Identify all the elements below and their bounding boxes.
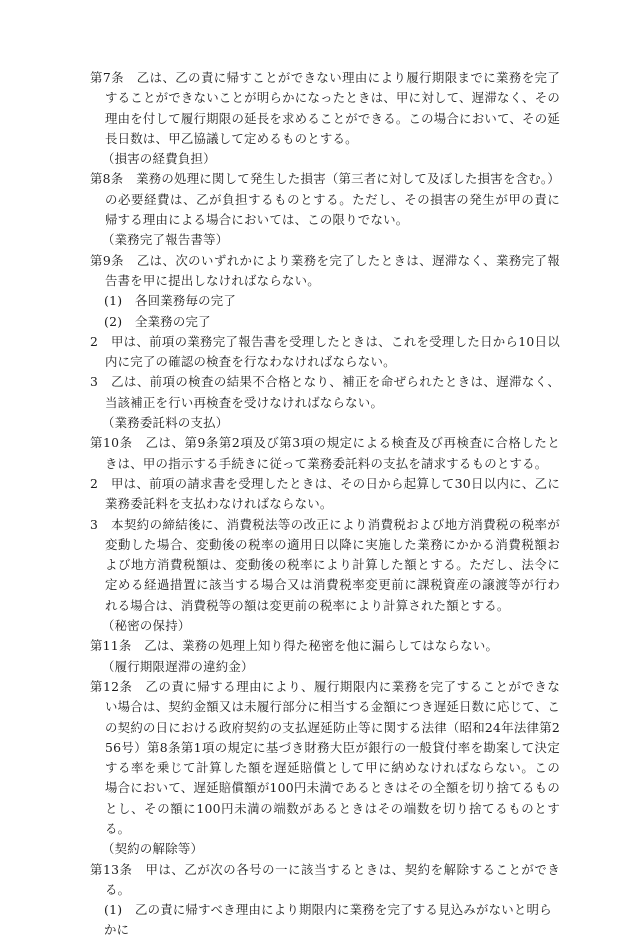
article-9-para-2: 2 甲は、前項の業務完了報告書を受理したときは、これを受理した日から10日以内に完了の確認の検査を行なわなければならない。 [90, 333, 560, 370]
article-8: 第8条 業務の処理に関して発生した損害（第三者に対して及ぼした損害を含む。）の必要経費は、乙が負担するものとする。ただし、その損害の発生が甲の責に帰する理由による場合においては、この限りでない。 [90, 171, 560, 228]
heading-fee-payment: （業務委託料の支払） [102, 415, 229, 431]
heading-delay-penalty: （履行期限遅滞の違約金） [102, 658, 254, 674]
article-10-para-2: 2 甲は、前項の請求書を受理したときは、その日から起算して30日以内に、乙に業務委託料を支払わなければならない。 [90, 475, 560, 512]
heading-termination: （契約の解除等） [102, 841, 204, 857]
heading-damage-cost: （損害の経費負担） [102, 151, 216, 167]
heading-completion-report: （業務完了報告書等） [102, 232, 229, 248]
article-9-item-2: (2) 全業務の完了 [104, 313, 211, 329]
article-10-para-3: 3 本契約の締結後に、消費税法等の改正により消費税および地方消費税の税率が変動した場合、変動後の税率の適用日以降に実施した業務にかかる消費税額および地方消費税額は、変動後の税率により計算した額とする。ただし、法令に定める経過措置に該当する場合又は消費税率変更前に課税資産の譲渡等が行われる場合は、消費税等の額は変更前の税率により計算された額とする。 [90, 516, 560, 613]
document-body [90, 68, 560, 941]
article-9-para-3: 3 乙は、前項の検査の結果不合格となり、補正を命ぜられたときは、遅滞なく、当該補正を行い再検査を受けなければならない。 [90, 374, 560, 410]
article-9: 第9条 乙は、次のいずれかにより業務を完了したときは、遅滞なく、業務完了報告書を甲に提出しなければならない。 [90, 252, 560, 288]
article-11: 第11条 乙は、業務の処理上知り得た秘密を他に漏らしてはならない。 [90, 638, 499, 654]
heading-confidentiality: （秘密の保持） [102, 618, 191, 634]
article-13: 第13条 甲は、乙が次の各号の一に該当するときは、契約を解除することができる。 [90, 861, 560, 897]
article-9-item-1: (1) 各回業務毎の完了 [104, 293, 237, 309]
article-12: 第12条 乙の責に帰する理由により、履行期限内に業務を完了することができない場合は、契約金額又は未履行部分に相当する金額につき遅延日数に応じて、この契約の日における政府契約の支払遅延防止等に関する法律（昭和24年法律第256号）第8条第1項の規定に基づき財務大臣が銀行の一般貸付率を勘案して決定する率を乗じて計算した額を遅延賠償として甲に納めなければならない。この場合において、遅延賠償額が100円未満であるときはその全額を切り捨てるものとし、その額に100円未満の端数があるときはその端数を切り捨てるものとする。 [90, 678, 560, 836]
article-7: 第7条 乙は、乙の責に帰すことができない理由により履行期限までに業務を完了することができないことが明らかになったときは、甲に対して、遅滞なく、その理由を付して履行期限の延長を求めることができる。この場合において、その延長日数は、甲乙協議して定めるものとする。 [90, 70, 560, 146]
article-13-item-1: (1) 乙の責に帰すべき理由により期限内に業務を完了する見込みがないと明らかに [104, 902, 552, 938]
article-10: 第10条 乙は、第9条第2項及び第3項の規定による検査及び再検査に合格したときは、甲の指示する手続きに従って業務委託料の支払を請求するものとする。 [90, 435, 560, 471]
